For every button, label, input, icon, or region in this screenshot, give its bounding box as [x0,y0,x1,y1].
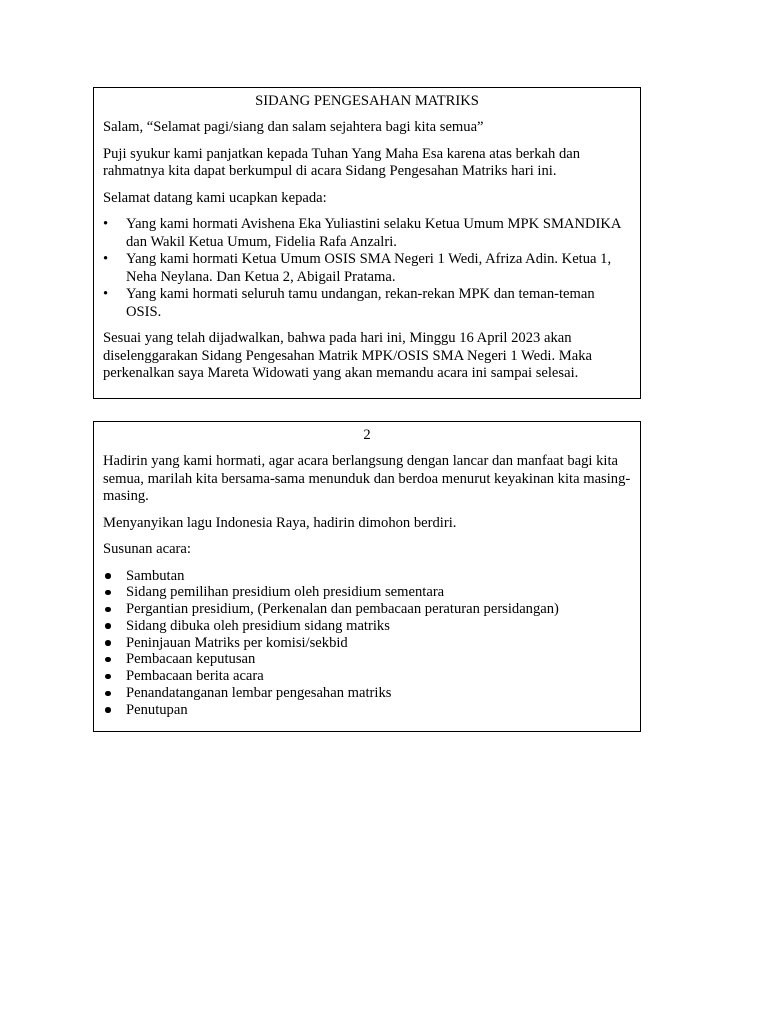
honoree-item [103,251,631,286]
agenda-item-text: Penandatanganan lembar pengesahan matriks [126,685,392,702]
honoree-text: Yang kami hormati Avishena Eka Yuliastini selaku Ketua Umum MPK SMANDIKA dan Wakil Ketua Umum, Fidelia Rafa Anzalri. [126,216,621,250]
card-title: SIDANG PENGESAHAN MATRIKS [255,93,479,109]
page-number: 2 [363,427,371,443]
agenda-item [103,702,631,719]
bullet-dot-icon [105,573,111,579]
agenda-item-text: Pembacaan berita acara [126,668,264,685]
agenda-item-text: Pergantian presidium, (Perkenalan dan pembacaan peraturan persidangan) [126,601,559,618]
agenda-item [103,651,631,668]
closing-text: Sesuai yang telah dijadwalkan, bahwa pada hari ini, Minggu 16 April 2023 akan diselenggarakan Sidang Pengesahan Matrik MPK/OSIS SMA Negeri 1 Wedi. Maka perkenalkan saya Mareta Widowati yang akan memandu acara ini sampai selesai. [103,330,592,381]
agenda-item [103,568,631,585]
agenda-list [103,568,631,719]
bullet-glyph: • [103,251,109,267]
agenda-item-text: Sambutan [126,567,185,584]
bullet-dot-icon [105,607,111,613]
bullet-glyph: • [103,286,109,302]
bullet-dot-icon [105,707,111,713]
honoree-text: Yang kami hormati seluruh tamu undangan, rekan-rekan MPK dan teman-teman OSIS. [126,286,595,320]
honoree-text: Yang kami hormati Ketua Umum OSIS SMA Negeri 1 Wedi, Afriza Adin. Ketua 1, Neha Neylana. Dan Ketua 2, Abigail Pratama. [126,251,612,285]
bullet-dot-icon [105,691,111,697]
agenda-list-wrapper [103,568,631,719]
bullet-dot-icon [105,640,111,646]
agenda-card [93,421,641,732]
anthem-text: Menyanyikan lagu Indonesia Raya, hadirin dimohon berdiri. [103,514,457,531]
welcome-text: Selamat datang kami ucapkan kepada: [103,189,327,206]
agenda-item [103,584,631,601]
bullet-dot-icon [105,623,111,629]
agenda-item [103,601,631,618]
invitation-text: Hadirin yang kami hormati, agar acara berlangsung dengan lancar dan manfaat bagi kita semua, marilah kita bersama-sama menunduk dan berdoa menurut keyakinan kita masing-masing. [103,453,631,504]
agenda-item-text: Sidang pemilihan presidium oleh presidium sementara [126,584,445,601]
agenda-item-text: Peninjauan Matriks per komisi/sekbid [126,634,348,651]
agenda-item [103,635,631,652]
bullet-glyph: • [103,216,109,232]
greeting-text: Salam, “Selamat pagi/siang dan salam sejahtera bagi kita semua” [103,119,484,135]
agenda-item [103,618,631,635]
opening-script-card [93,87,641,399]
bullet-dot-icon [105,657,111,663]
agenda-item-text: Penutupan [126,701,188,718]
honoree-list [103,216,631,321]
agenda-heading: Susunan acara: [103,541,191,557]
bullet-dot-icon [105,590,111,596]
honoree-item [103,216,631,251]
honoree-item [103,286,631,321]
agenda-item-text: Pembacaan keputusan [126,651,256,668]
agenda-item-text: Sidang dibuka oleh presidium sidang matriks [126,617,390,634]
agenda-item [103,685,631,702]
gratitude-text: Puji syukur kami panjatkan kepada Tuhan Yang Maha Esa karena atas berkah dan rahmatnya kita dapat berkumpul di acara Sidang Pengesahan Matriks hari ini. [103,145,581,179]
agenda-item [103,668,631,685]
bullet-dot-icon [105,674,111,680]
